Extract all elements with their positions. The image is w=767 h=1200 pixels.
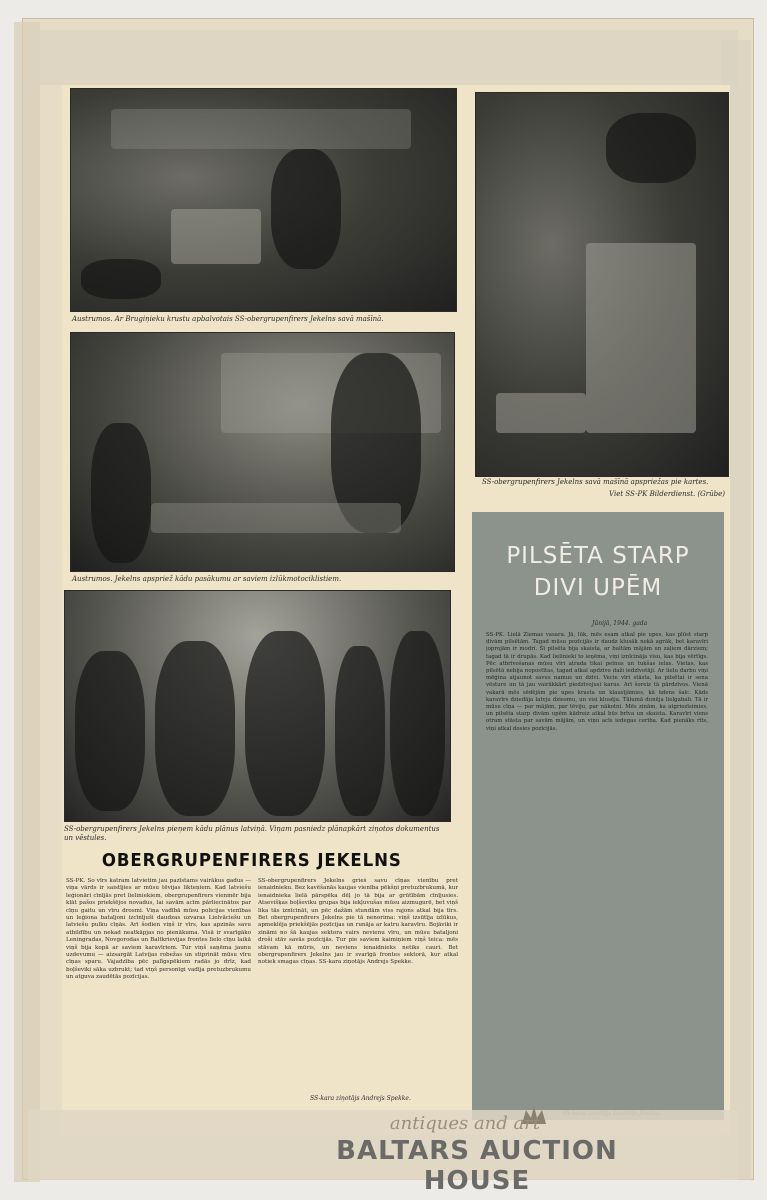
byline-left: SS-kara ziņotājs Andrejs Spekke. — [310, 1095, 411, 1102]
photo-motorcycle-troops — [70, 332, 455, 572]
photo-officers-group — [64, 590, 451, 822]
sidebar-article-text: SS-PK. Lielā Ziemas vasara. Jā, lūk, mēs esam atkal pie upes, kas plūst starp divām pilsētām. Tagad mūsu pozīcijās ir daudz klusāk nekā agrāk, bet karavīri joprojām ir modri. Šī pilsēta bija skaista, ar baltām mājām un zaļiem dārziem; tagad tā ir drupās. Kad lielinieki to ieņēma, viņi iznīcināja visu, kas bija vērtīgs. Pēc atbrīvošanas mūsu vīri atrada tikai pelnus un tukšas ielas. Vietas, kas pilsētā nebija nopostītas, tagad atkal apdzīvo daži iedzīvotāji. Ar lielu darbu viņi mēģina atjaunot savus namus un dzīvi. Vecie vīri stāsta, ka pilsētai ir sena vēsture un tā jau vairākkārt piedzīvojusi karus. Arī šoreiz tā pārdzīvos. Vienā vakarā mēs sēdējām pie upes krasta un klausījāmies, kā ūdens šalc. Kāds karavīrs dziedāja latvju dziesmu, un visi klusēja. Tālumā dunēja lielgabali. Tā ir mūsu cīņa — par mājām, par tēviju, par nākotni. Mēs zinām, ka atgriezīsimies, un pilsēta starp divām upēm kādreiz atkal būs brīva un skaista. Karavīri viens otram stāsta par savām mājām, un viņu acīs iedegas cerība. Kad pienāks rīts, viņi atkal dosies pozīcijās. — [486, 632, 708, 732]
article-headline: OBERGRUPENFIRERS JEKELNS — [101, 850, 402, 871]
tape-left — [14, 22, 40, 1182]
watermark-brand: BALTARS AUCTION HOUSE — [336, 1136, 618, 1196]
sidebar-article-box — [472, 512, 724, 1120]
photo2-credit: Viet SS-PK Bilderdienst. (Grūbe) — [609, 490, 725, 498]
photo1-caption: Austrumos. Ar Brugiņieku krustu apbalvotais SS-obergrupenfirers Jekelns savā mašīnā. — [72, 315, 384, 323]
article-column-1: SS-PK. Šo vīrs katram latvietim jau pazīstams vairākus gadus — viņa vārds ir saistījies ar mūsu tēvijas likteņiem. Kad latviešu leģionāri cīnījās pret lieliniekiem, obergrupenfirers vienmēr bija klāt pašos priekšējos novadus, lai savām acīm pārliecinātos par cīņu gaitu un vīru drosmi. Viņa vadībā mūsu policijas vienības un leģiona bataljoni izcīnījuši daudzas uzvaras Lielvāciešu un latviešu pulku cīņās. Arī šodien viņš ir vīrs, kas apzinās savu atbildību un nekad neatkāpjas no pienākuma. Visā ir svarīgāko Leningradas, Novgorodas un Baltkrievijas frontes lielo cīņu laikā viņš bija kopā ar saviem karavīriem. Tur viņš saņēma jaunu uzdevumu — aizsargāt Latvijas robežas un stiprināt mūsu vīru cīņas sparu. Vajadzība pēc palīgspēkiem radās jo drīz, kad boļševiki sāka uzbrukt; tad viņš personīgi vadīja pretuzbrukumu un atguva zaudētās pozīcijas. — [66, 878, 251, 981]
photo3-caption: Austrumos. Jekelns apspriež kādu pasākumu ar saviem izlūkmotociklistiem. — [72, 575, 342, 583]
photo4-caption: SS-obergrupenfirers Jekelns pieņem kādu plānus latviņā. Viņam pasniedz plānapkārt ziņotos dokumentus un vēstules. — [64, 825, 440, 842]
photo-officer-map — [475, 92, 729, 477]
sidebar-dateline: Jūnijā, 1944. gada — [592, 620, 648, 627]
article-column-2: SS-obergrupenfirers Jekelns grieš savu cīņas vienību pret ienaidnieku. Bez kavēšanās kaujas vienība pēkšņi pretuzbrukumā, kur ienaidnieka lielā pārspēka dēļ jo tā bija ar grūtībām cīnījusies. Atsevišķas boļševiku grupas bija iekļuvušas mūsu aizmugurē, bet viņš lika tās iznīcināt, un pēc dažām stundām viss rajons atkal bija tīrs. Bet obergrupenfirers Jekelns pie tā nenorima: viņš izsūtīja izlūkus, apmeklēja priekšējās pozīcijas un runāja ar katru karavīru. Bojāviki ir zināmi no šā kaujas sektora vairs nevienu vīru, un mūsu bataljoni droši stāv savās pozīcijās. Tur pie saviem kaimiņiem viņš teica: mēs stāvam kā mūris, un neviens ienaidnieks netiks cauri. Bet obergrupenfirers Jekelns jau ir svarīgā frontes sektorā, kur atkal notiek smagas cīņas. SS-kara ziņotājs Andrejs Spekke. — [258, 878, 458, 966]
photo-jeep-scene — [70, 88, 457, 312]
photo2-caption: SS-obergrupenfirers Jekelns savā mašīnā apspriežas pie kartes. — [482, 478, 709, 486]
tape-top — [28, 30, 738, 85]
watermark-tagline: antiques and art — [389, 1113, 541, 1134]
sidebar-article-title: PILSĒTA STARP DIVI UPĒM — [506, 543, 690, 601]
